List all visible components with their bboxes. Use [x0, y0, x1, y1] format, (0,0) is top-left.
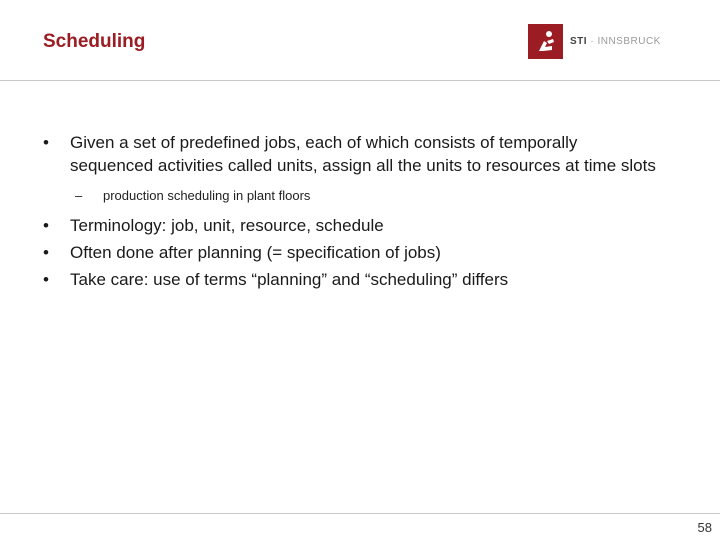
logo-text [570, 36, 661, 47]
sti-innsbruck-logo [528, 23, 661, 59]
bullet-item [43, 268, 663, 291]
header-divider [0, 80, 720, 81]
bullet-text: Often done after planning (= specification of jobs) [70, 243, 441, 262]
logo-text-separator: · [587, 35, 598, 47]
bullet-item [43, 214, 663, 237]
sub-bullet-text: production scheduling in plant floors [103, 188, 311, 203]
footer-divider [0, 513, 720, 514]
bullet-text: Terminology: job, unit, resource, schedule [70, 216, 384, 235]
bullet-item [43, 131, 663, 177]
page-number: 58 [697, 520, 712, 535]
bullet-text: Take care: use of terms “planning” and “scheduling” differs [70, 270, 509, 289]
bullet-item [43, 241, 663, 264]
slide-title: Scheduling [43, 31, 146, 52]
sub-bullet-item [43, 187, 663, 205]
sub-bullet-marker: – [75, 188, 83, 203]
bullet-marker: • [43, 133, 49, 152]
bullet-list [43, 131, 663, 291]
logo-mark-icon [528, 24, 563, 59]
logo-text-sti: STI [570, 35, 588, 47]
bullet-marker: • [43, 243, 49, 262]
bullet-marker: • [43, 270, 49, 289]
logo-text-innsbruck: INNSBRUCK [597, 35, 661, 47]
bullet-text: Given a set of predefined jobs, each of which consists of temporally sequenced activities called units, assign all the units to resources at time slots [70, 133, 656, 175]
bullet-marker: • [43, 216, 49, 235]
